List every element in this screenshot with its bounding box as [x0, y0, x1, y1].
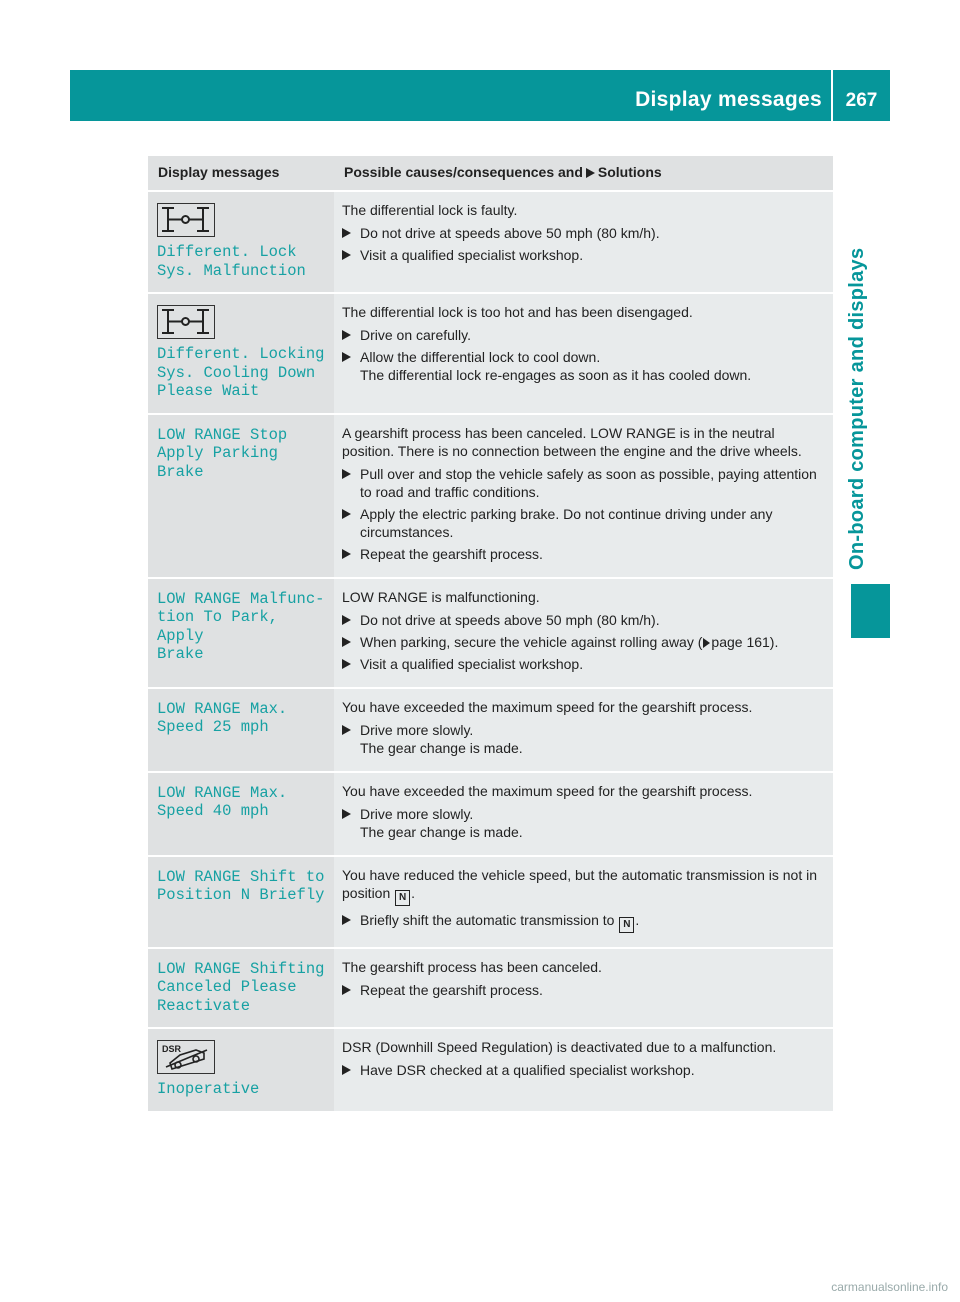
solution-step — [342, 326, 825, 344]
step-arrow-icon — [342, 659, 351, 669]
step-text: Drive more slowly. — [360, 721, 474, 738]
table-row — [148, 579, 833, 687]
cause-text: The gearshift process has been canceled. — [342, 958, 602, 975]
solution-step — [342, 805, 825, 841]
message-cell — [148, 773, 334, 855]
watermark: carmanualsonline.info — [831, 1280, 948, 1294]
step-text: Drive on carefully. — [360, 327, 472, 343]
step-arrow-icon — [342, 352, 351, 362]
solution-step — [342, 224, 825, 242]
cause-description — [342, 958, 825, 976]
side-tab-label: On-board computer and displays — [846, 247, 868, 570]
step-arrow-icon — [342, 915, 351, 925]
display-message-text: LOW RANGE Max. Speed 40 mph — [157, 783, 288, 820]
cause-description — [342, 424, 825, 460]
cause-text: You have exceeded the maximum speed for the gearshift process. — [342, 698, 753, 715]
table-row — [148, 294, 833, 413]
step-text: Apply the electric parking brake. Do not continue driving under any circumstances. — [360, 505, 773, 540]
table-row — [148, 857, 833, 947]
solution-step — [342, 981, 825, 999]
solution-step — [342, 655, 825, 673]
step-text: Drive more slowly. — [360, 805, 474, 822]
solution-cell — [334, 415, 833, 577]
message-cell — [148, 949, 334, 1028]
header-title: Display messages — [635, 88, 822, 111]
step-result: The gear change is made. — [360, 823, 523, 840]
display-message-text: LOW RANGE Shift to Position N Briefly — [157, 867, 325, 904]
step-result: The differential lock re-engages as soon as it has cooled down. — [360, 367, 752, 383]
table-row — [148, 1029, 833, 1111]
table-header-row — [148, 156, 833, 190]
arrow-icon — [586, 168, 595, 178]
message-cell — [148, 579, 334, 687]
display-messages-table — [148, 154, 833, 1113]
step-arrow-icon — [342, 549, 351, 559]
cause-description — [342, 698, 825, 716]
step-text: Briefly shift the automatic transmission to — [360, 911, 615, 928]
cause-description — [342, 303, 825, 321]
step-text: When parking, secure the vehicle against rolling away ( — [360, 633, 703, 650]
solution-step — [342, 465, 825, 501]
cause-text: A gearshift process has been canceled. LOW RANGE is in the neutral position. There is no connection between the engine and the drive wheels. — [342, 424, 802, 459]
solution-step — [342, 721, 825, 757]
cause-description — [342, 588, 825, 606]
step-text: Visit a qualified specialist workshop. — [360, 655, 584, 672]
page-header — [70, 70, 890, 121]
column-header-solutions — [334, 156, 833, 190]
column-header-messages: Display messages — [148, 156, 334, 190]
step-arrow-icon — [342, 228, 351, 238]
display-message-text: LOW RANGE Max. Speed 25 mph — [157, 699, 288, 736]
step-text: Repeat the gearshift process. — [360, 981, 543, 998]
message-cell — [148, 415, 334, 577]
message-cell — [148, 1029, 334, 1111]
solution-cell — [334, 857, 833, 947]
message-cell — [148, 294, 334, 413]
step-arrow-icon — [342, 985, 351, 995]
message-cell — [148, 689, 334, 771]
step-arrow-icon — [342, 615, 351, 625]
column-header-prefix: Possible causes/consequences and — [344, 164, 583, 180]
solution-step — [342, 633, 825, 651]
dsr-icon — [157, 1040, 215, 1074]
display-message-text: LOW RANGE Shifting Canceled Please Reactivate — [157, 959, 325, 1015]
step-result: The gear change is made. — [360, 739, 523, 756]
solution-cell — [334, 579, 833, 687]
table-body — [148, 192, 833, 1111]
step-text: Do not drive at speeds above 50 mph (80 km/h). — [360, 611, 660, 628]
cause-description — [342, 782, 825, 800]
step-text: Visit a qualified specialist workshop. — [360, 247, 584, 263]
display-message-text: Different. Lock Sys. Malfunction — [157, 243, 306, 280]
solution-cell — [334, 294, 833, 413]
gear-n-key-icon: N — [395, 890, 410, 906]
gear-n-key-icon: N — [619, 917, 634, 933]
step-arrow-icon — [342, 250, 351, 260]
solution-cell — [334, 689, 833, 771]
display-message-text: LOW RANGE Stop Apply Parking Brake — [157, 425, 288, 481]
cause-description — [342, 201, 825, 219]
step-arrow-icon — [342, 637, 351, 647]
page-reference-icon — [703, 638, 710, 648]
cause-text: LOW RANGE is malfunctioning. — [342, 588, 540, 605]
column-header-suffix: Solutions — [597, 164, 662, 180]
side-tab-block — [851, 584, 890, 638]
solution-step — [342, 911, 825, 933]
cause-text: The differential lock is faulty. — [342, 202, 518, 218]
step-arrow-icon — [342, 469, 351, 479]
table-row — [148, 949, 833, 1028]
step-text: Pull over and stop the vehicle safely as soon as possible, paying attention to road and traffic conditions. — [360, 465, 817, 500]
solution-step — [342, 505, 825, 541]
message-cell — [148, 857, 334, 947]
solution-cell — [334, 949, 833, 1028]
step-text: Repeat the gearshift process. — [360, 545, 543, 562]
solution-step — [342, 545, 825, 563]
display-message-text: Different. Locking Sys. Cooling Down Please Wait — [157, 345, 325, 400]
page-number: 267 — [845, 90, 878, 111]
cause-description — [342, 866, 825, 906]
solution-cell — [334, 1029, 833, 1111]
cause-text: The differential lock is too hot and has been disengaged. — [342, 304, 693, 320]
differential-lock-icon — [157, 305, 215, 339]
solution-cell — [334, 192, 833, 292]
step-arrow-icon — [342, 725, 351, 735]
cause-text-end: . — [411, 884, 416, 901]
table-row — [148, 415, 833, 577]
display-message-text: LOW RANGE Malfunc‐ tion To Park, Apply Brake — [157, 589, 325, 663]
step-arrow-icon — [342, 1065, 351, 1075]
svg-text:DSR: DSR — [162, 1044, 182, 1054]
page-reference-link[interactable]: page 161). — [711, 633, 779, 650]
solution-step — [342, 1061, 825, 1079]
step-text: Allow the differential lock to cool down. — [360, 349, 601, 365]
solution-cell — [334, 773, 833, 855]
cause-text: You have exceeded the maximum speed for the gearshift process. — [342, 782, 753, 799]
table-row — [148, 192, 833, 292]
step-arrow-icon — [342, 509, 351, 519]
step-text-end: . — [635, 911, 640, 928]
step-arrow-icon — [342, 809, 351, 819]
cause-description — [342, 1038, 825, 1056]
table-row — [148, 689, 833, 771]
table-row — [148, 773, 833, 855]
step-arrow-icon — [342, 330, 351, 340]
display-message-text: Inoperative — [157, 1080, 260, 1098]
cause-text: You have reduced the vehicle speed, but the automatic transmission is not in position — [342, 866, 817, 901]
solution-step — [342, 246, 825, 264]
differential-lock-icon — [157, 203, 215, 237]
cause-text: DSR (Downhill Speed Regulation) is deactivated due to a malfunction. — [342, 1039, 777, 1055]
solution-step — [342, 348, 825, 384]
message-cell — [148, 192, 334, 292]
step-text: Do not drive at speeds above 50 mph (80 km/h). — [360, 225, 660, 241]
step-text: Have DSR checked at a qualified specialist workshop. — [360, 1062, 695, 1078]
solution-step — [342, 611, 825, 629]
